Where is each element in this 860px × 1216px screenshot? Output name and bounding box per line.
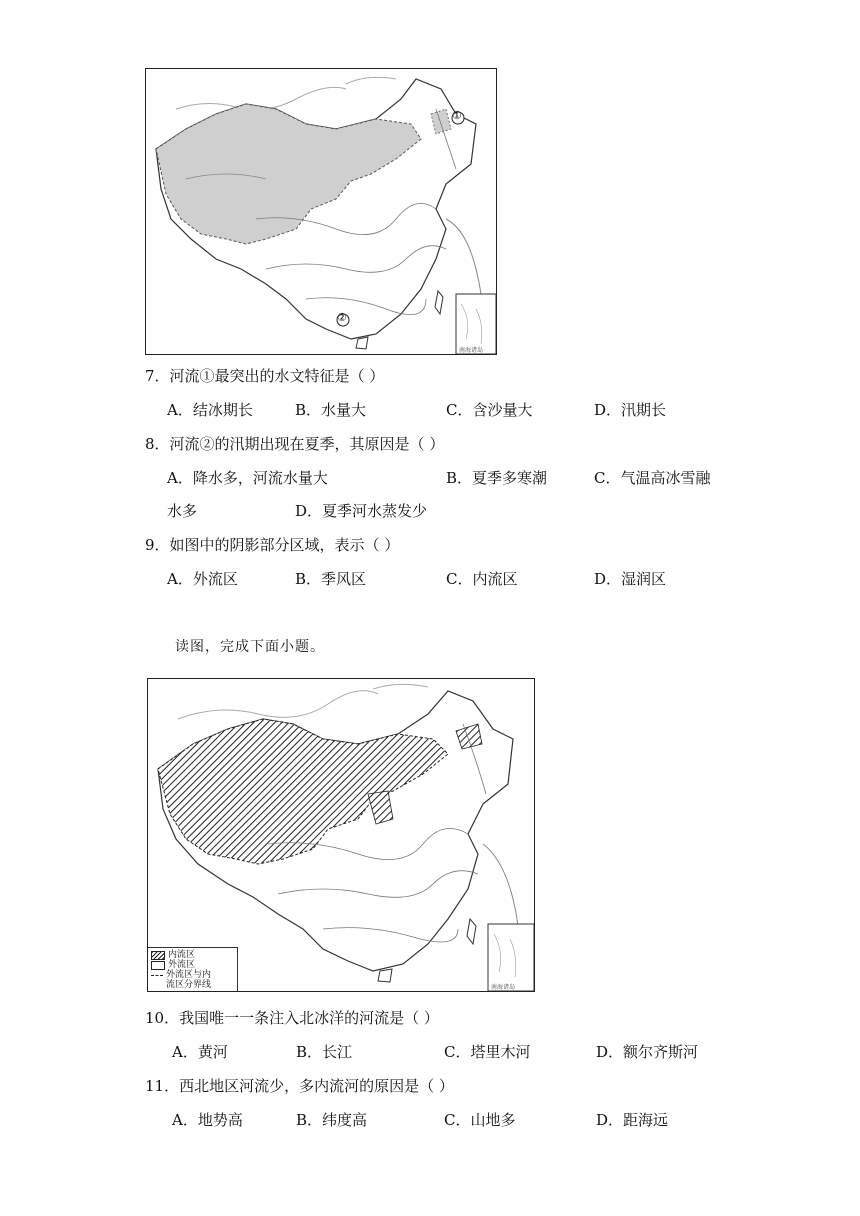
- question-11-option-d[interactable]: D．距海远: [596, 1111, 669, 1129]
- hatch-swatch-icon: [151, 951, 165, 960]
- legend-outflow: [151, 960, 234, 970]
- map2-drawing: [148, 679, 534, 991]
- map1-drawing: [146, 69, 496, 354]
- question-10-option-d[interactable]: D．额尔齐斯河: [596, 1043, 699, 1061]
- question-8-option-a[interactable]: A．降水多，河流水量大: [167, 469, 328, 487]
- river-marker-2: ②: [337, 311, 347, 324]
- question-10-stem: 10．我国唯一一条注入北冰洋的河流是（ ）: [145, 1009, 439, 1027]
- question-7-option-b[interactable]: B．水量大: [295, 401, 367, 419]
- dashed-line-icon: [151, 975, 163, 976]
- question-10-option-b[interactable]: B．长江: [296, 1043, 353, 1061]
- question-9-stem: 9．如图中的阴影部分区域，表示（ ）: [145, 536, 400, 554]
- question-8-option-d[interactable]: D．夏季河水蒸发少: [295, 502, 428, 520]
- reading-instruction: 读图，完成下面小题。: [175, 639, 325, 655]
- question-9-option-b[interactable]: B．季风区: [295, 570, 367, 588]
- question-7-option-c[interactable]: C．含沙量大: [446, 401, 533, 419]
- question-8-option-c[interactable]: C．气温高冰雪融: [594, 469, 711, 487]
- legend-label-boundary-2: 流区分界线: [166, 980, 212, 990]
- question-9-option-a[interactable]: A．外流区: [167, 570, 238, 588]
- question-11-option-c[interactable]: C．山地多: [444, 1111, 516, 1129]
- question-8-stem: 8．河流②的汛期出现在夏季，其原因是（ ）: [145, 435, 445, 453]
- question-7-option-a[interactable]: A．结冰期长: [167, 401, 253, 419]
- legend-label-outflow: 外流区: [168, 960, 196, 970]
- legend-label-boundary-1: 外流区与内: [166, 970, 212, 980]
- inset-label: 南海诸岛: [491, 984, 516, 991]
- map-legend: [148, 947, 238, 991]
- blank-swatch-icon: [151, 961, 165, 970]
- legend-inland: [151, 950, 234, 960]
- question-7-option-d[interactable]: D．汛期长: [594, 401, 667, 419]
- question-11-stem: 11．西北地区河流少，多内流河的原因是（ ）: [145, 1077, 454, 1095]
- question-10-option-c[interactable]: C．塔里木河: [444, 1043, 531, 1061]
- river-marker-1: ①: [452, 109, 462, 122]
- question-8-option-c-wrap: 水多: [167, 502, 198, 520]
- question-8-option-b[interactable]: B．夏季多寒潮: [446, 469, 548, 487]
- question-9-option-d[interactable]: D．湿润区: [594, 570, 667, 588]
- question-9-option-c[interactable]: C．内流区: [446, 570, 518, 588]
- question-11-option-b[interactable]: B．纬度高: [296, 1111, 368, 1129]
- question-11-option-a[interactable]: A．地势高: [172, 1111, 243, 1129]
- question-10-option-a[interactable]: A．黄河: [172, 1043, 228, 1061]
- legend-boundary: [151, 970, 234, 980]
- china-drainage-map-2: [147, 678, 535, 992]
- china-river-map-1: [145, 68, 497, 355]
- legend-label-inland: 内流区: [168, 950, 196, 960]
- inset-label: 南海诸岛: [459, 347, 484, 354]
- question-7-stem: 7．河流①最突出的水文特征是（ ）: [145, 367, 385, 385]
- legend-boundary-cont: [151, 980, 234, 990]
